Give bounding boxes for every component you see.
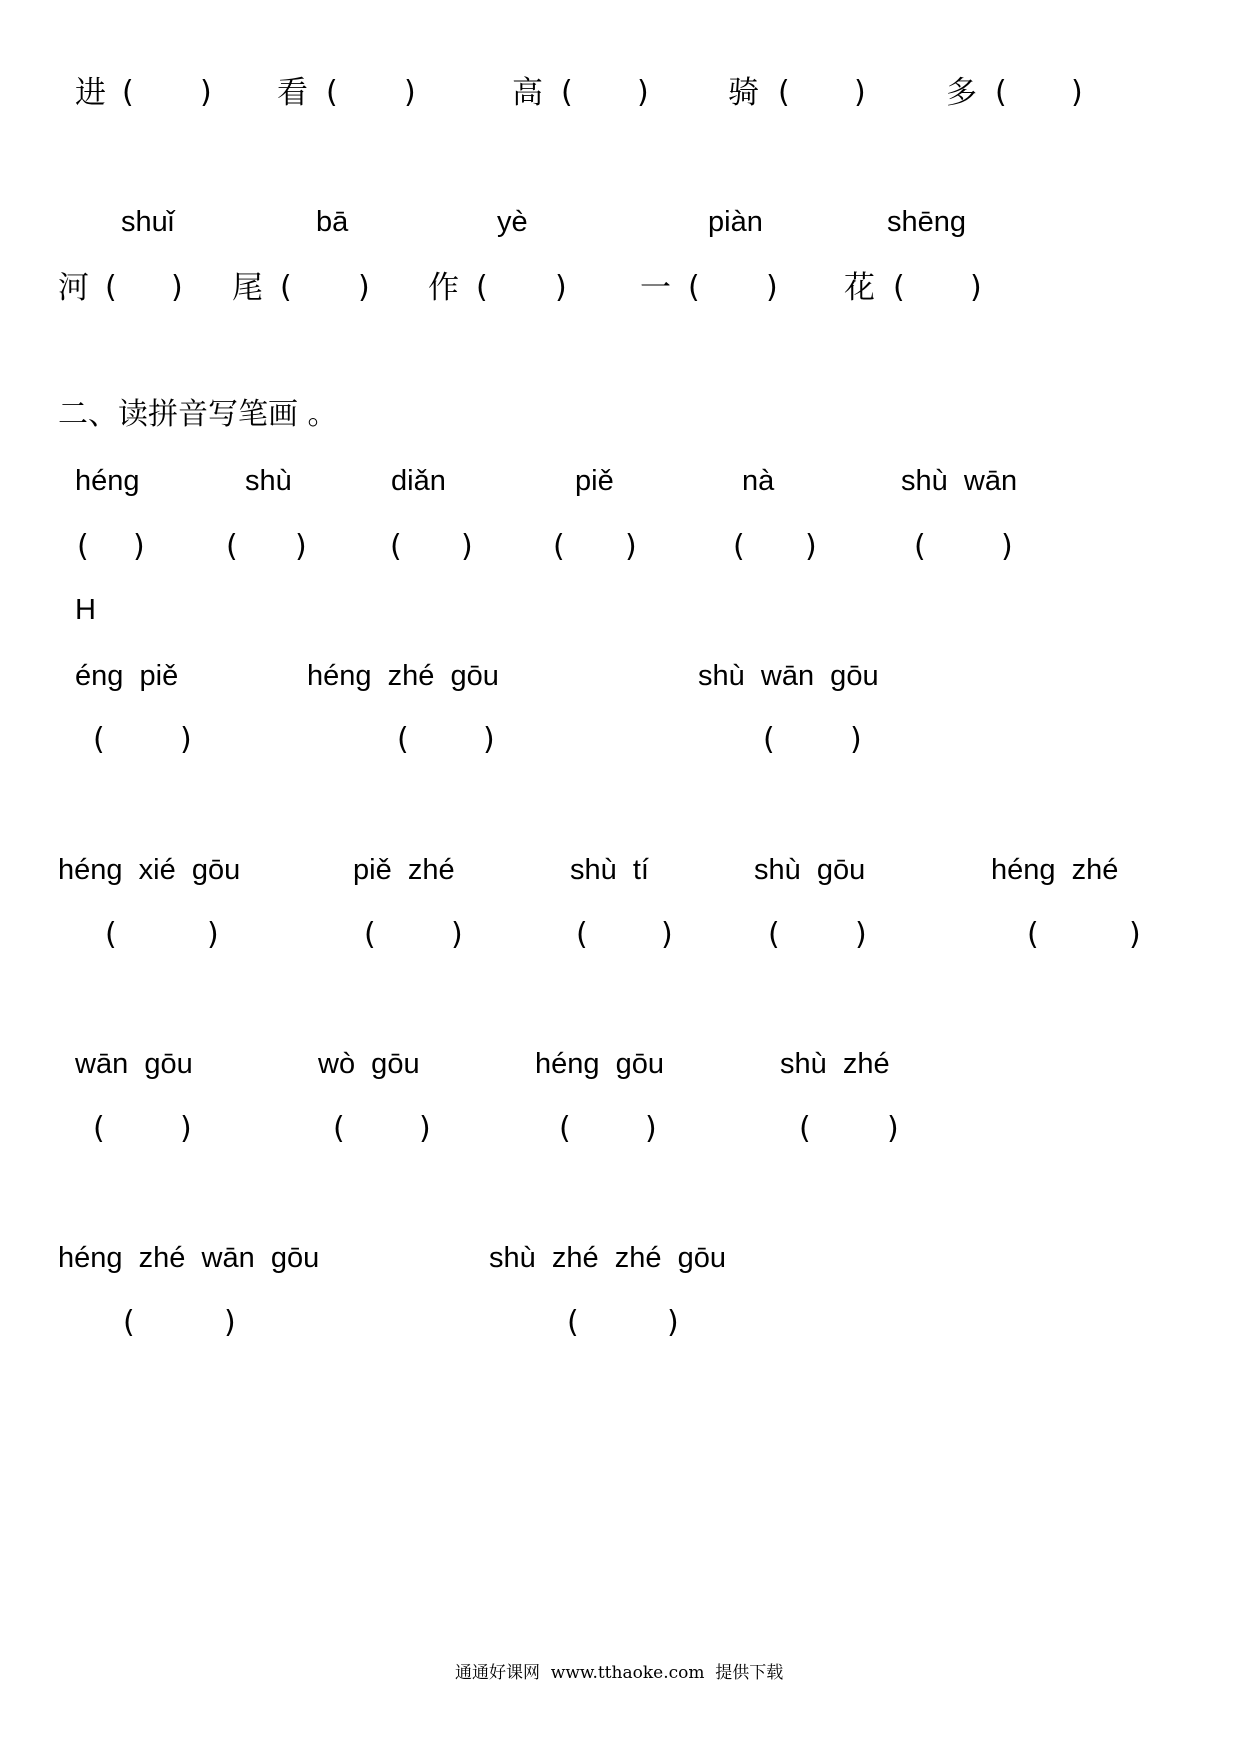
paren-open: ( (995, 75, 1007, 110)
paren-open: ( (93, 1111, 105, 1146)
paren-open: ( (799, 1111, 811, 1146)
pinyin-label: éng piě (75, 660, 179, 692)
paren-open: ( (567, 1305, 579, 1340)
paren-close: ) (483, 722, 495, 757)
pinyin-label: héng zhé gōu (307, 660, 499, 692)
pinyin-label: shù tí (570, 854, 649, 886)
paren-open: ( (333, 1111, 345, 1146)
pinyin-label: shù (245, 465, 292, 497)
pinyin-label: nà (742, 465, 775, 497)
paren-close: ) (295, 529, 307, 564)
pinyin-label: wān gōu (75, 1048, 193, 1080)
paren-open: ( (364, 917, 376, 952)
paren-close: ) (555, 270, 567, 305)
paren-close: ) (1001, 529, 1013, 564)
paren-close: ) (461, 529, 473, 564)
paren-close: ) (451, 917, 463, 952)
paren-close: ) (419, 1111, 431, 1146)
paren-close: ) (850, 722, 862, 757)
paren-open: ( (778, 75, 790, 110)
paren-close: ) (637, 75, 649, 110)
paren-close: ) (180, 722, 192, 757)
pinyin-label: piě zhé (353, 854, 455, 886)
paren-close: ) (1129, 917, 1141, 952)
paren-open: ( (105, 917, 117, 952)
pinyin-label: diǎn (391, 465, 446, 497)
paren-open: ( (397, 722, 409, 757)
char-item: 高 (512, 75, 543, 111)
paren-open: ( (77, 529, 89, 564)
paren-open: ( (476, 270, 488, 305)
paren-open: ( (390, 529, 402, 564)
paren-open: ( (733, 529, 745, 564)
paren-open: ( (763, 722, 775, 757)
paren-open: ( (326, 75, 338, 110)
pinyin-label: shù wān gōu (698, 660, 879, 692)
paren-open: ( (122, 75, 134, 110)
paren-close: ) (667, 1305, 679, 1340)
pinyin-label: piě (575, 465, 614, 497)
paren-open: ( (105, 270, 117, 305)
paren-close: ) (645, 1111, 657, 1146)
paren-close: ) (200, 75, 212, 110)
char-item: 多 (946, 75, 977, 111)
pinyin-label: shēng (887, 206, 967, 238)
paren-open: ( (93, 722, 105, 757)
char-item: 骑 (728, 75, 759, 111)
paren-open: ( (559, 1111, 571, 1146)
paren-close: ) (887, 1111, 899, 1146)
stray-letter: H (75, 594, 96, 626)
pinyin-label: shuǐ (121, 206, 175, 238)
paren-open: ( (914, 529, 926, 564)
paren-open: ( (768, 917, 780, 952)
pinyin-label: wò gōu (318, 1048, 420, 1080)
paren-open: ( (576, 917, 588, 952)
pinyin-label: shù wān (901, 465, 1018, 497)
pinyin-label: héng zhé wān gōu (58, 1242, 320, 1274)
char-item: 看 (277, 75, 308, 111)
paren-close: ) (224, 1305, 236, 1340)
char-item: 进 (75, 75, 106, 111)
paren-close: ) (207, 917, 219, 952)
pinyin-label: shù zhé zhé gōu (489, 1242, 726, 1274)
char-item: 花 (844, 270, 875, 306)
footer-credit: 通通好课网 www.tthaoke.com 提供下载 (455, 1663, 784, 1683)
paren-close: ) (404, 75, 416, 110)
pinyin-label: héng xié gōu (58, 854, 241, 886)
pinyin-label: piàn (708, 206, 763, 238)
pinyin-label: héng zhé (991, 854, 1119, 886)
paren-open: ( (123, 1305, 135, 1340)
pinyin-label: bā (316, 206, 349, 238)
paren-open: ( (688, 270, 700, 305)
char-item: 尾 (232, 270, 263, 306)
pinyin-label: shù gōu (754, 854, 866, 886)
char-item: 河 (58, 270, 89, 306)
paren-close: ) (766, 270, 778, 305)
pinyin-label: héng (75, 465, 140, 497)
char-item: 作 (428, 270, 459, 306)
paren-close: ) (180, 1111, 192, 1146)
section-title: 二、读拼音写笔画 。 (58, 397, 338, 432)
paren-open: ( (1027, 917, 1039, 952)
paren-close: ) (970, 270, 982, 305)
paren-close: ) (855, 917, 867, 952)
paren-open: ( (280, 270, 292, 305)
paren-close: ) (1071, 75, 1083, 110)
pinyin-label: yè (497, 206, 528, 238)
paren-open: ( (561, 75, 573, 110)
paren-close: ) (805, 529, 817, 564)
pinyin-label: héng gōu (535, 1048, 665, 1080)
paren-close: ) (625, 529, 637, 564)
paren-close: ) (854, 75, 866, 110)
paren-close: ) (358, 270, 370, 305)
paren-open: ( (553, 529, 565, 564)
paren-close: ) (171, 270, 183, 305)
paren-open: ( (226, 529, 238, 564)
char-item: 一 (640, 270, 671, 306)
paren-close: ) (661, 917, 673, 952)
pinyin-label: shù zhé (780, 1048, 890, 1080)
paren-open: ( (893, 270, 905, 305)
paren-close: ) (133, 529, 145, 564)
